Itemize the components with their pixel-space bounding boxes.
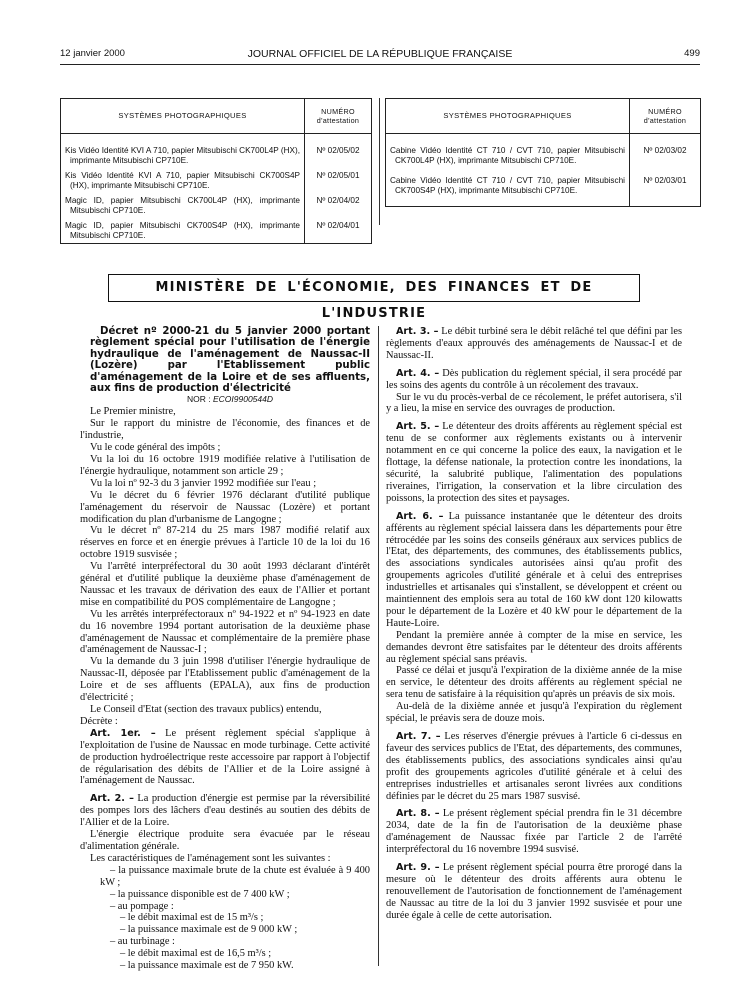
preamble-line: Vu la loi nº 92-3 du 3 janvier 1992 modifiée sur l'eau ; bbox=[90, 477, 317, 489]
header-numero: NUMÉRO bbox=[648, 107, 682, 116]
attestation-number: Nº 02/03/02 bbox=[630, 134, 701, 169]
preamble-line: Le Premier ministre, bbox=[90, 406, 176, 418]
preamble-line: Vu la demande du 3 juin 1998 d'utiliser l'énergie hydraulique de Naussac-II, déposée par l'Etablissement public d'aménagement de la Loire et de ses affluents (EPALA), aux fins de production d'électricité ; bbox=[80, 656, 370, 704]
list-item: – la puissance maximale est de 7 950 kW. bbox=[120, 960, 294, 972]
nor-label: NOR : bbox=[186, 394, 211, 405]
article-9 bbox=[386, 862, 682, 922]
article-label: Art. 6. – bbox=[396, 510, 444, 522]
list-item: – la puissance maximale brute de la chute est évaluée à 9 400 kW ; bbox=[100, 864, 370, 888]
table-row bbox=[61, 168, 372, 193]
article-paragraph: L'énergie électrique produite sera évacuée par le réseau d'alimentation générale. bbox=[80, 829, 370, 852]
right-column bbox=[386, 326, 682, 922]
article-text: Le présent règlement spécial prendra fin le 31 décembre 2034, date de la fin de l'autorisation de la deuxième phase d'aménagement de Naussac fixée par l'article 2 de l'arrêté interpréfectoral du 16 novembre 1994 susvisé. bbox=[386, 808, 682, 856]
table-header-systems: SYSTÈMES PHOTOGRAPHIQUES bbox=[386, 99, 630, 134]
article-paragraph: Pendant la première année à compter de la mise en service, les demandes devront être satisfaites par le détenteur des droits afférents au règlement spécial sans préavis. bbox=[386, 629, 682, 665]
article-label: Art. 2. – bbox=[90, 793, 134, 805]
article-4 bbox=[386, 368, 682, 392]
list-item: – le débit maximal est de 15 m³/s ; bbox=[120, 912, 264, 924]
decrete-heading: Décrète : bbox=[80, 715, 118, 727]
system-description: Cabine Vidéo Identité CT 710 / CVT 710, papier Mitsubischi CK700L4P (HX), imprimante Mitsubischi CP710E. bbox=[390, 146, 625, 165]
preamble-line: Vu l'arrêté interpréfectoral du 30 août 1993 déclarant d'intérêt général et d'utilité publique la deuxième phase d'aménagement de Naussac et les travaux de dérivation des eaux de l'Allier et portant mise en compatibilité du POS complémentaire de Langogne ; bbox=[80, 561, 370, 608]
table-row bbox=[386, 168, 701, 207]
article-text: Dès publication du règlement spécial, il sera procédé par les soins des agents du contrôle à un récolement des travaux. bbox=[386, 367, 683, 391]
attestation-number: Nº 02/04/01 bbox=[305, 218, 372, 244]
preamble-line: Sur le rapport du ministre de l'économie, des finances et de l'industrie, bbox=[80, 418, 370, 442]
header-attestation: d'attestation bbox=[643, 116, 687, 125]
list-item: – la puissance maximale est de 9 000 kW ; bbox=[120, 924, 298, 936]
article-text: Les réserves d'énergie prévues à l'article 6 ci-dessus en faveur des services publics de l'Etat, des départements, des communes, des établissements publics, des associations syndicales ainsi qu'au profit des groupements agricoles d'utilité générale et à celui des entreprises industrielles et artisanales seront livrées aux conditions définies par le décret du 25 mars 1987 susvisé. bbox=[386, 731, 682, 802]
page-number: 499 bbox=[684, 48, 700, 59]
article-paragraph: Au-delà de la dixième année et jusqu'à l'expiration du règlement spécial, le préavis sera de douze mois. bbox=[386, 701, 682, 725]
journal-title: JOURNAL OFFICIEL DE LA RÉPUBLIQUE FRANÇAISE bbox=[247, 48, 513, 60]
article-label: Art. 5. – bbox=[396, 421, 440, 433]
article-label: Art. 7. – bbox=[396, 731, 441, 742]
article-paragraph: Sur le vu du procès-verbal de ce récolement, le préfet autorisera, s'il y a lieu, la mise en service des ouvrages de production. bbox=[386, 391, 682, 415]
list-item: – au turbinage : bbox=[110, 936, 175, 948]
nor-reference bbox=[80, 394, 370, 406]
preamble-line: Vu le décret nº 87-214 du 25 mars 1987 modifié relatif aux réserves en force et en énergie prévues à l'article 10 de la loi du 16 octobre 1919 susvisée ; bbox=[80, 525, 370, 561]
system-description: Magic ID, papier Mitsubischi CK700L4P (HX), imprimante Mitsubischi CP710E. bbox=[65, 196, 300, 215]
table-row bbox=[61, 193, 372, 218]
preamble-line: Le Conseil d'Etat (section des travaux publics) entendu, bbox=[90, 704, 322, 715]
article-text: Le détenteur des droits afférents au règlement spécial est tenu de se conformer aux règlements existants ou à intervenir notamment en ce qui concerne la police des eaux, la navigation et le flottage, la défense nationale, la protection contre les inondations, la sécurité, la salubrité publique, l'alimentation des populations riveraines, l'irrigation, la conservation et la libre circulation des poissons, la protection des sites et paysages. bbox=[386, 421, 682, 504]
article-text: La production d'énergie est permise par la réversibilité des pompes lors des lâchers d'eau destinés au soutien des débits de l'Allier et de la Loire. bbox=[80, 793, 370, 829]
list-item: – le débit maximal est de 16,5 m³/s ; bbox=[120, 948, 272, 960]
article-text: La puissance instantanée que le détenteur des droits afférents au règlement spécial laissera dans les départements pour être rétrocédée par les soins des conseils généraux aux services publics de l'Etat, des départements, des communes, des établissements publics, des associations syndicales autorisées ainsi qu'au profit des groupements agricoles d'utilité générale et à celui des entreprises industrielles et artisanales qui s'installent, se développent et créent ou maintiennent des emplois sera au total de 160 kW dont 120 kilowatts pour le département de la Lozère et 40 kW pour le département de la Haute-Loire. bbox=[386, 510, 682, 629]
table-divider bbox=[379, 98, 380, 225]
article-3 bbox=[386, 326, 682, 362]
header-attestation: d'attestation bbox=[316, 116, 360, 125]
attestation-table-left bbox=[60, 98, 372, 244]
ministry-banner: MINISTÈRE DE L'ÉCONOMIE, DES FINANCES ET DE L'INDUSTRIE bbox=[108, 274, 640, 302]
running-header bbox=[60, 46, 700, 65]
article-label: Art. 4. – bbox=[396, 367, 440, 379]
preamble-line: Vu la loi du 16 octobre 1919 modifiée relative à l'utilisation de l'énergie hydraulique, notamment son article 29 ; bbox=[80, 453, 370, 477]
attestation-number: Nº 02/03/01 bbox=[630, 168, 701, 207]
system-description: Kis Vidéo Identité KVI A 710, papier Mitsubischi CK700L4P (HX), imprimante Mitsubischi CP710E. bbox=[65, 146, 300, 165]
article-7 bbox=[386, 731, 682, 802]
article-paragraph: Passé ce délai et jusqu'à l'expiration de la dixième année de la mise en service, le détenteur des droits afférents au règlement spécial ne sera tenu de satisfaire à la réquisition qu'après un préavis de six mois. bbox=[386, 665, 682, 701]
table-row bbox=[61, 134, 372, 169]
article-1 bbox=[80, 728, 370, 788]
list-item: – au pompage : bbox=[110, 900, 174, 912]
article-label: Art. 3. – bbox=[396, 326, 439, 337]
article-2 bbox=[80, 793, 370, 829]
article-text: Le présent règlement spécial s'applique à l'exploitation de l'usine de Naussac en mode turbinage. Cette activité de production hydroélectrique reste accessoire par rapport à l'objectif de régularisation des débits de l'Allier et de la Loire assigné à l'aménagement de Naussac. bbox=[80, 727, 370, 787]
preamble-line: Vu le décret du 6 février 1976 déclarant d'utilité publique l'aménagement du réservoir de Naussac (Lozère) et portant modification du plan d'urbanisme de Langogne ; bbox=[80, 489, 370, 525]
system-description: Magic ID, papier Mitsubischi CK700S4P (HX), imprimante Mitsubischi CP710E. bbox=[65, 221, 300, 240]
attestation-table-right bbox=[385, 98, 701, 207]
system-description: Kis Vidéo Identité KVI A 710, papier Mitsubischi CK700S4P (HX), imprimante Mitsubischi CP710E. bbox=[65, 171, 300, 190]
issue-date: 12 janvier 2000 bbox=[60, 48, 125, 59]
article-text: Le présent règlement spécial pourra être prorogé dans la mesure où le détenteur des droits afférents aura obtenu le renouvellement de l'autorisation de fonctionnement de l'aménagement de Naussac au titre de la loi du 3 janvier 1992 susvisée et pour une durée égale à celle de cette autorisation. bbox=[386, 862, 682, 921]
article-5 bbox=[386, 421, 682, 504]
column-divider bbox=[378, 326, 379, 966]
table-row bbox=[61, 218, 372, 244]
system-description: Cabine Vidéo Identité CT 710 / CVT 710, papier Mitsubischi CK700S4P (HX), imprimante Mitsubischi CP710E. bbox=[390, 176, 625, 195]
attestation-number: Nº 02/05/02 bbox=[305, 134, 372, 169]
article-label: Art. 9. – bbox=[396, 862, 440, 874]
table-header-number bbox=[630, 99, 701, 134]
article-paragraph: Les caractéristiques de l'aménagement sont les suivantes : bbox=[90, 852, 331, 864]
left-column bbox=[80, 326, 370, 972]
list-item: – la puissance disponible est de 7 400 kW ; bbox=[110, 888, 290, 900]
attestation-number: Nº 02/04/02 bbox=[305, 193, 372, 218]
article-label: Art. 1er. – bbox=[90, 727, 156, 739]
attestation-number: Nº 02/05/01 bbox=[305, 168, 372, 193]
header-numero: NUMÉRO bbox=[321, 107, 355, 116]
table-header-number bbox=[305, 99, 372, 134]
preamble-line: Vu le code général des impôts ; bbox=[90, 442, 221, 454]
table-header-systems: SYSTÈMES PHOTOGRAPHIQUES bbox=[61, 99, 305, 134]
nor-value: ECOI9900544D bbox=[212, 394, 273, 405]
preamble-line: Vu les arrêtés interpréfectoraux nº 94-1922 et nº 94-1923 en date du 16 novembre 1994 portant autorisation de la deuxième phase d'aménagement de Naussac et complémentaire de la première phase d'aménagement de Naussac-I ; bbox=[80, 608, 370, 656]
article-label: Art. 8. – bbox=[396, 808, 440, 820]
decree-title: Décret nº 2000-21 du 5 janvier 2000 portant règlement spécial pour l'utilisation de l'énergie hydraulique de l'aménagement de Naussac-II (Lozère) par l'Etablissement public d'aménagement de la Loire et de ses affluents, aux fins de production d'électricité bbox=[90, 326, 370, 395]
article-8 bbox=[386, 808, 682, 856]
article-text: Le débit turbiné sera le débit relâché tel que défini par les règlements d'eaux approuvés des aménagements de Naussac-I et de Naussac-II. bbox=[386, 326, 682, 361]
article-6 bbox=[386, 511, 682, 630]
table-row bbox=[386, 134, 701, 169]
